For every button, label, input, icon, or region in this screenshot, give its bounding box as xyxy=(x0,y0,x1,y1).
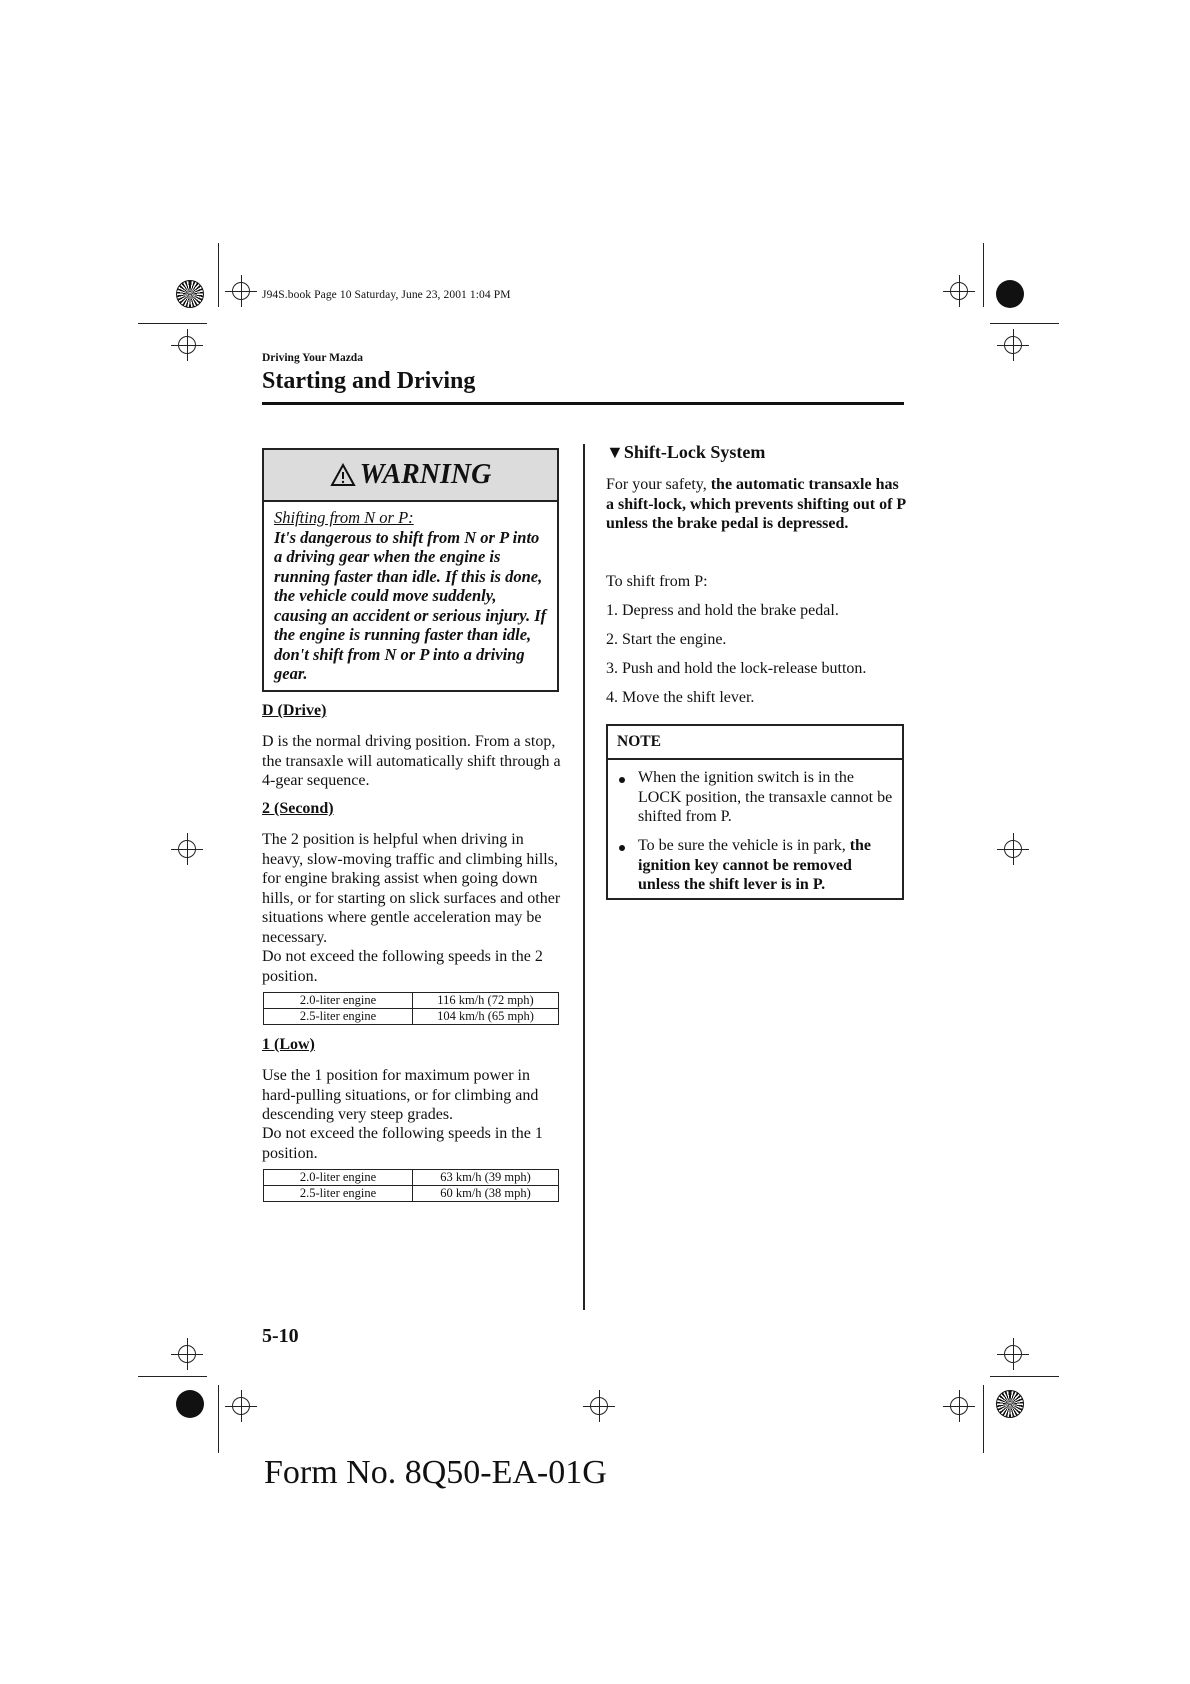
crosshair-icon xyxy=(1004,336,1022,354)
note-item-2-plain: To be sure the vehicle is in park, xyxy=(638,837,850,854)
table-row xyxy=(264,1170,559,1186)
engine-cell: 2.0-liter engine xyxy=(264,993,413,1009)
bullet-icon xyxy=(619,845,625,851)
speed-cell: 60 km/h (38 mph) xyxy=(413,1186,559,1202)
registration-dot-icon xyxy=(996,280,1024,308)
drive-heading: D (Drive) xyxy=(262,702,327,719)
list-item: 2. Start the engine. xyxy=(606,631,727,648)
second-text: The 2 position is helpful when driving in heavy, slow-moving traffic and climbing hills, for engine braking assist when going down hills, or for starting on slick surfaces and other situations where gentle acceleration may be necessary. xyxy=(262,831,561,946)
engine-cell: 2.5-liter engine xyxy=(264,1009,413,1025)
crosshair-icon xyxy=(950,1397,968,1415)
crosshair-icon xyxy=(178,840,196,858)
note-box xyxy=(606,724,904,900)
crosshair-icon xyxy=(950,282,968,300)
shift-lock-intro xyxy=(606,475,906,534)
engine-cell: 2.5-liter engine xyxy=(264,1186,413,1202)
warning-body xyxy=(264,502,557,684)
second-limit-text: Do not exceed the following speeds in the 2 position. xyxy=(262,948,543,985)
bullet-icon xyxy=(619,777,625,783)
column-divider xyxy=(583,444,585,1310)
note-item-2-bold: the ignition key cannot be removed unless the shift lever is in P. xyxy=(638,837,872,893)
warning-text: It's dangerous to shift from N or P into a driving gear when the engine is running faster than idle. If this is done, the vehicle could move suddenly, causing an accident or serious injury. If the engine is running faster than idle, don't shift from N or P into a driving gear. xyxy=(274,527,547,683)
warning-triangle-icon xyxy=(330,463,356,487)
title-rule xyxy=(262,402,904,405)
warning-title: WARNING xyxy=(359,459,492,490)
note-title: NOTE xyxy=(608,726,902,760)
registration-star-icon xyxy=(996,1390,1024,1418)
crosshair-icon xyxy=(590,1397,608,1415)
second-speed-table xyxy=(263,992,559,1025)
crosshair-icon xyxy=(232,1397,250,1415)
engine-cell: 2.0-liter engine xyxy=(264,1170,413,1186)
list-item: 1. Depress and hold the brake pedal. xyxy=(606,602,839,619)
drive-text: D is the normal driving position. From a stop, the transaxle will automatically shift through a 4-gear sequence. xyxy=(262,733,561,789)
low-heading: 1 (Low) xyxy=(262,1036,315,1053)
low-limit-text: Do not exceed the following speeds in the 1 position. xyxy=(262,1125,543,1162)
crosshair-icon xyxy=(1004,840,1022,858)
book-info: J94S.book Page 10 Saturday, June 23, 2001 1:04 PM xyxy=(262,289,511,301)
low-text: Use the 1 position for maximum power in hard-pulling situations, or for climbing and descending very steep grades. xyxy=(262,1067,539,1123)
page-title: Starting and Driving xyxy=(262,368,476,394)
page-number: 5-10 xyxy=(262,1325,299,1347)
speed-cell: 104 km/h (65 mph) xyxy=(413,1009,559,1025)
warning-box xyxy=(262,448,559,692)
note-item-2 xyxy=(638,836,896,895)
shift-lock-intro-bold: the automatic transaxle has a shift-lock, which prevents shifting out of P unless the brake pedal is depressed. xyxy=(606,476,906,532)
speed-cell: 63 km/h (39 mph) xyxy=(413,1170,559,1186)
shift-lock-intro-plain: For your safety, xyxy=(606,476,711,493)
crosshair-icon xyxy=(178,336,196,354)
crosshair-icon xyxy=(1004,1345,1022,1363)
list-item: 4. Move the shift lever. xyxy=(606,689,755,706)
registration-dot-icon xyxy=(176,1390,204,1418)
shift-lock-heading: ▼Shift-Lock System xyxy=(606,442,766,462)
list-item: 3. Push and hold the lock-release button. xyxy=(606,660,867,677)
crosshair-icon xyxy=(178,1345,196,1363)
table-row xyxy=(264,1009,559,1025)
table-row xyxy=(264,1186,559,1202)
section-label: Driving Your Mazda xyxy=(262,352,363,364)
warning-subtitle: Shifting from N or P: xyxy=(274,508,414,527)
form-number: Form No. 8Q50-EA-01G xyxy=(264,1454,607,1491)
shift-from-label: To shift from P: xyxy=(606,573,708,590)
warning-header xyxy=(264,450,557,502)
speed-cell: 116 km/h (72 mph) xyxy=(413,993,559,1009)
crosshair-icon xyxy=(232,282,250,300)
low-speed-table xyxy=(263,1169,559,1202)
registration-star-icon xyxy=(176,280,204,308)
table-row xyxy=(264,993,559,1009)
second-heading: 2 (Second) xyxy=(262,800,334,817)
note-item-1: When the ignition switch is in the LOCK position, the transaxle cannot be shifted from P. xyxy=(638,769,893,825)
